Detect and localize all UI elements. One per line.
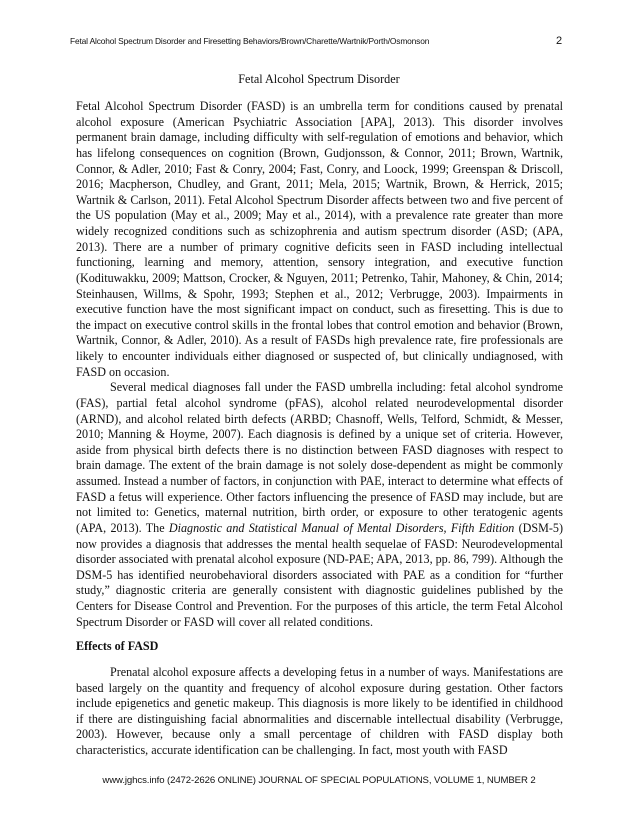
dsm-title: Diagnostic and Statistical Manual of Mental Disorders, Fifth Edition [168,520,515,535]
paragraph-effects: Prenatal alcohol exposure affects a developing fetus in a number of ways. Manifestations are based largely on the quantity and frequency of alcohol exposure during gestation. Other factors include epigenetics and genetic makeup. This diagnosis is more likely to be identified in childhood if there are distinguishing facial abnormalities and discernable intellectual disability (Verbrugge, 2003). However, because only a small percentage of children with FASD display both characteristics, accurate identification can be challenging. In fact, most youth with FASD [76,664,563,757]
section-heading-effects: Effects of FASD [76,639,159,654]
paragraph-intro: Fetal Alcohol Spectrum Disorder (FASD) is an umbrella term for conditions caused by prenatal alcohol exposure (American Psychiatric Association [APA], 2013). This disorder involves permanent brain damage, including difficulty with self-regulation of emotions and behavior, which has lifelong consequences on cognition (Brown, Gudjonsson, & Connor, 2011; Brown, Wartnik, Connor, & Adler, 2010; Fast & Conry, 2004; Fast, Conry, and Loock, 1999; Greenspan & Driscoll, 2016; Macpherson, Chudley, and Grant, 2011; Mela, 2015; Wartnik, Brown, & Herrick, 2015; Wartnik & Carlson, 2011). Fetal Alcohol Spectrum Disorder affects between two and five percent of the US population (May et al., 2009; May et al., 2014), with a prevalence rate greater than more widely recognized conditions such as schizophrenia and autism spectrum disorder (ASD; (APA, 2013). There are a number of primary cognitive deficits seen in FASD including intellectual functioning, learning and memory, attention, sensory integration, and executive function (Kodituwakku, 2009; Mattson, Crocker, & Nguyen, 2011; Petrenko, Tahir, Mahoney, & Chin, 2014; Steinhausen, Willms, & Spohr, 1993; Stephen et al., 2012; Verbrugge, 2003). Impairments in executive function have the most significant impact on conduct, such as firesetting. This is due to the impact on executive control skills in the frontal lobes that control emotion and behavior (Brown, Wartnik, Connor, & Adler, 2010). As a result of FASDs high prevalence rate, fire professionals are likely to encounter individuals either diagnosed or suspected of, but clinically undiagnosed, with FASD on occasion. [76,99,563,379]
paragraph-diagnoses [76,380,563,630]
page-number: 2 [556,35,563,47]
page-footer: www.jghcs.info (2472-2626 ONLINE) JOURNAL OF SPECIAL POPULATIONS, VOLUME 1, NUMBER 2 [102,775,536,786]
paragraph-diagnoses-text-1: Several medical diagnoses fall under the FASD umbrella including: fetal alcohol syndrome (FAS), partial fetal alcohol syndrome (pFAS), alcohol related neurodevelopmental disorder (ARND), and alcohol related birth defects (ARBD; Chasnoff, Wells, Telford, Schmidt, & Messer, 2010; Manning & Hoyme, 2007). Each diagnosis is defined by a unique set of criteria. However, aside from physical birth defects there is no distinction between FASD diagnoses with respect to brain damage. The extent of the brain damage is not solely dose-dependent as might be commonly assumed. Instead a number of factors, in conjunction with PAE, interact to determine what effects of FASD a fetus will experience. Other factors influencing the presence of FASD may include, but are not limited to: Genetics, maternal nutrition, birth order, or exposure to other teratogenic agents (APA, 2013). The [76,380,563,535]
paragraph-diagnoses-text-2: (DSM-5) now provides a diagnosis that addresses the mental health sequelae of FASD: Neurodevelopmental disorder associated with prenatal alcohol exposure (ND-PAE; APA, 2013, pp. 86, 799). Although the DSM-5 has identified neurobehavioral disorders associated with PAE as a condition for “further study,” diagnostic criteria are generally consistent with diagnostic guidelines published by the Centers for Disease Control and Prevention. For the purposes of this article, the term Fetal Alcohol Spectrum Disorder or FASD will cover all related conditions. [76,520,563,629]
section-title: Fetal Alcohol Spectrum Disorder [238,72,400,86]
article-body [76,99,563,759]
running-header: Fetal Alcohol Spectrum Disorder and Firesetting Behaviors/Brown/Charette/Wartnik/Porth/Osmonson [70,36,430,46]
